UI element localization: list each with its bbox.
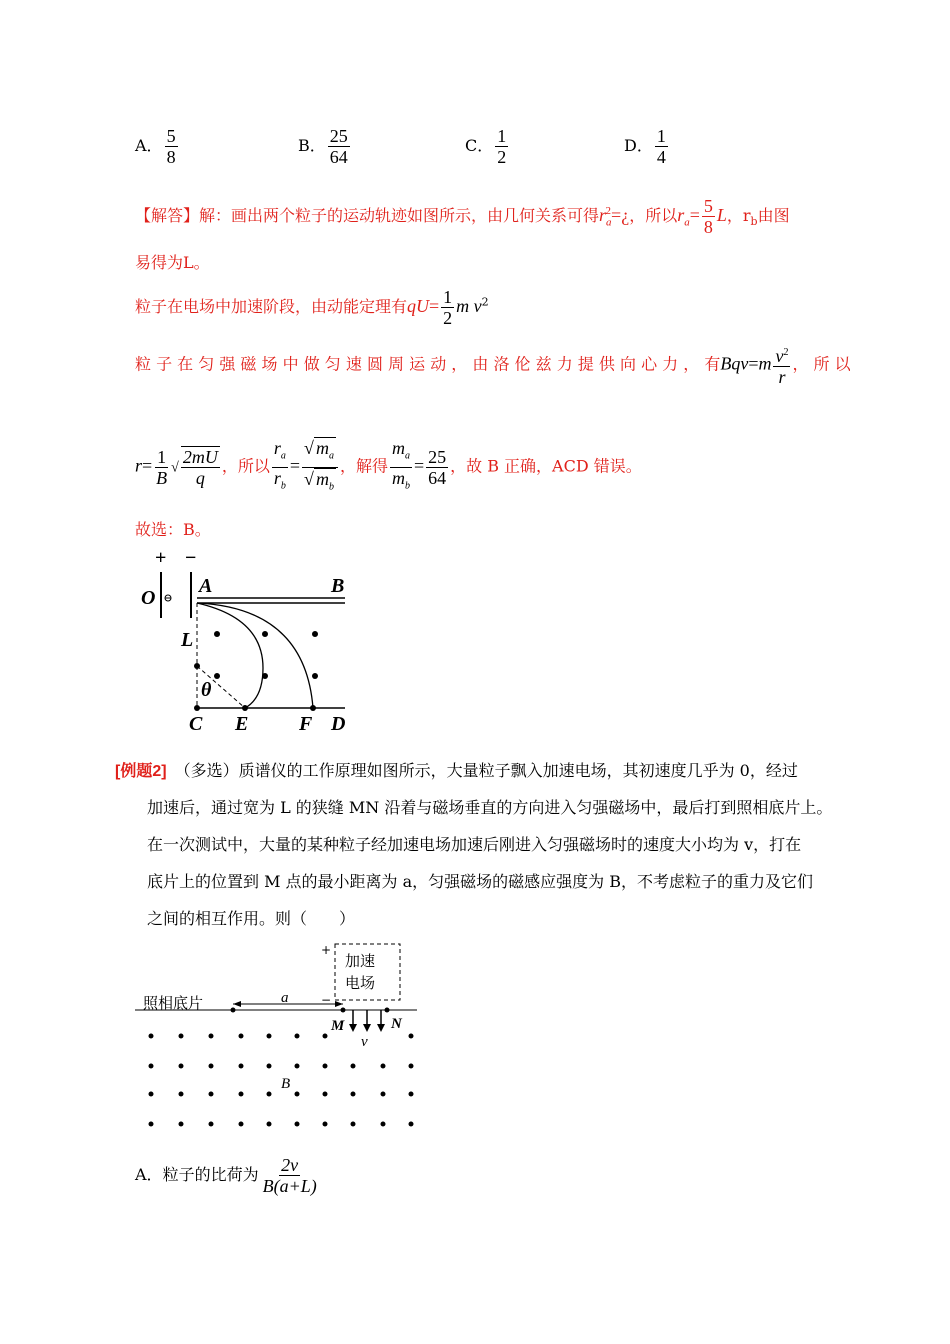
fig1-label-a: A [199, 575, 213, 597]
example2-line-5: 之间的相互作用。则（ ） [147, 909, 356, 928]
fig2-label-m: M [331, 1018, 345, 1034]
fig1-minus: − [185, 548, 197, 569]
example2-line-3: 在一次测试中，大量的某种粒子经加速电场加速后刚进入匀强磁场时的速度大小均为 v，打在 [147, 835, 802, 854]
option-c: C． $\frac{1}{2}$ [465, 126, 507, 167]
solution-line-4: 粒 子 在 匀 强 磁 场 中 做 匀 速 圆 周 运 动 ， 由 洛 伦 兹 力 提 供 向 心 力 ， 有Bqv=m $\frac{v^2}{r}$ ， 所 以 [135, 343, 837, 387]
option-b: B． $\frac{25}{64}$ [298, 126, 348, 167]
fig2-accel-2: 电场 [345, 974, 376, 992]
fig1-plus: + [155, 548, 167, 569]
fig2-accel-1: 加速 [345, 952, 376, 970]
answer-line: 故选：B。 [135, 520, 211, 539]
fig1-label-b: B [331, 575, 345, 597]
solution-line-3: 粒子在电场中加速阶段，由动能定理有qU= $\frac{1}{2}$ m $v^2$ [135, 287, 489, 328]
fig1-label-c: C [189, 713, 203, 735]
fig2-plus: + [321, 943, 332, 957]
fig2-label-v: v [361, 1034, 368, 1050]
fig1-label-theta: θ [201, 679, 212, 701]
example2-line-4: 底片上的位置到 M 点的最小距离为 a，匀强磁场的磁感应强度为 B，不考虑粒子的重力及它们 [147, 872, 814, 891]
fig1-label-l: L [181, 629, 194, 651]
example2-option-a: A．粒子的比荷为 $\frac{2v}{B(a+L)}$ [135, 1155, 317, 1196]
example2-line-2: 加速后，通过宽为 L 的狭缝 MN 沿着与磁场垂直的方向进入匀强磁场中，最后打到照相底片上。 [147, 798, 833, 817]
fig2-film: 照相底片 [143, 994, 204, 1012]
fig2-minus: − [321, 993, 332, 1007]
solution-line-2: 易得为L。 [135, 253, 210, 272]
mass-spectrometer-figure [135, 938, 425, 1138]
fig1-label-e: E [235, 713, 249, 735]
fig2-label-n: N [391, 1016, 402, 1032]
trajectory-figure [135, 548, 365, 738]
fig2-label-a: a [281, 990, 289, 1006]
fig1-label-d: D [331, 713, 346, 735]
fig1-label-f: F [299, 713, 313, 735]
fig1-label-o: O [141, 587, 156, 609]
solution-line-5: r= $\frac{1}{B}$ √ $\frac{2mU}{q}$ ，所以 $\frac{r_a}{r_b}$ = $\frac{√ m_a}{√ m_b}$ ，解得 $\frac{m_a}{m_b}$ = $\frac{25}{64}$ ，故 B 正确，ACD 错误。 [135, 437, 642, 497]
option-a: A． $\frac{5}{8}$ [135, 126, 176, 167]
solution-line-1: 【解答】解：画出两个粒子的运动轨迹如图所示，由几何关系可得$r_a^2=¿$，所以$r_a=$ $\frac{5}{8}$ L，$r_b$由图 [135, 196, 790, 237]
option-d: D． $\frac{1}{4}$ [624, 126, 666, 167]
fig2-label-b: B [281, 1076, 291, 1092]
example2-line-1: [例题2] （多选）质谱仪的工作原理如图所示，大量粒子飘入加速电场，其初速度几乎为 0，经过 [115, 761, 798, 780]
